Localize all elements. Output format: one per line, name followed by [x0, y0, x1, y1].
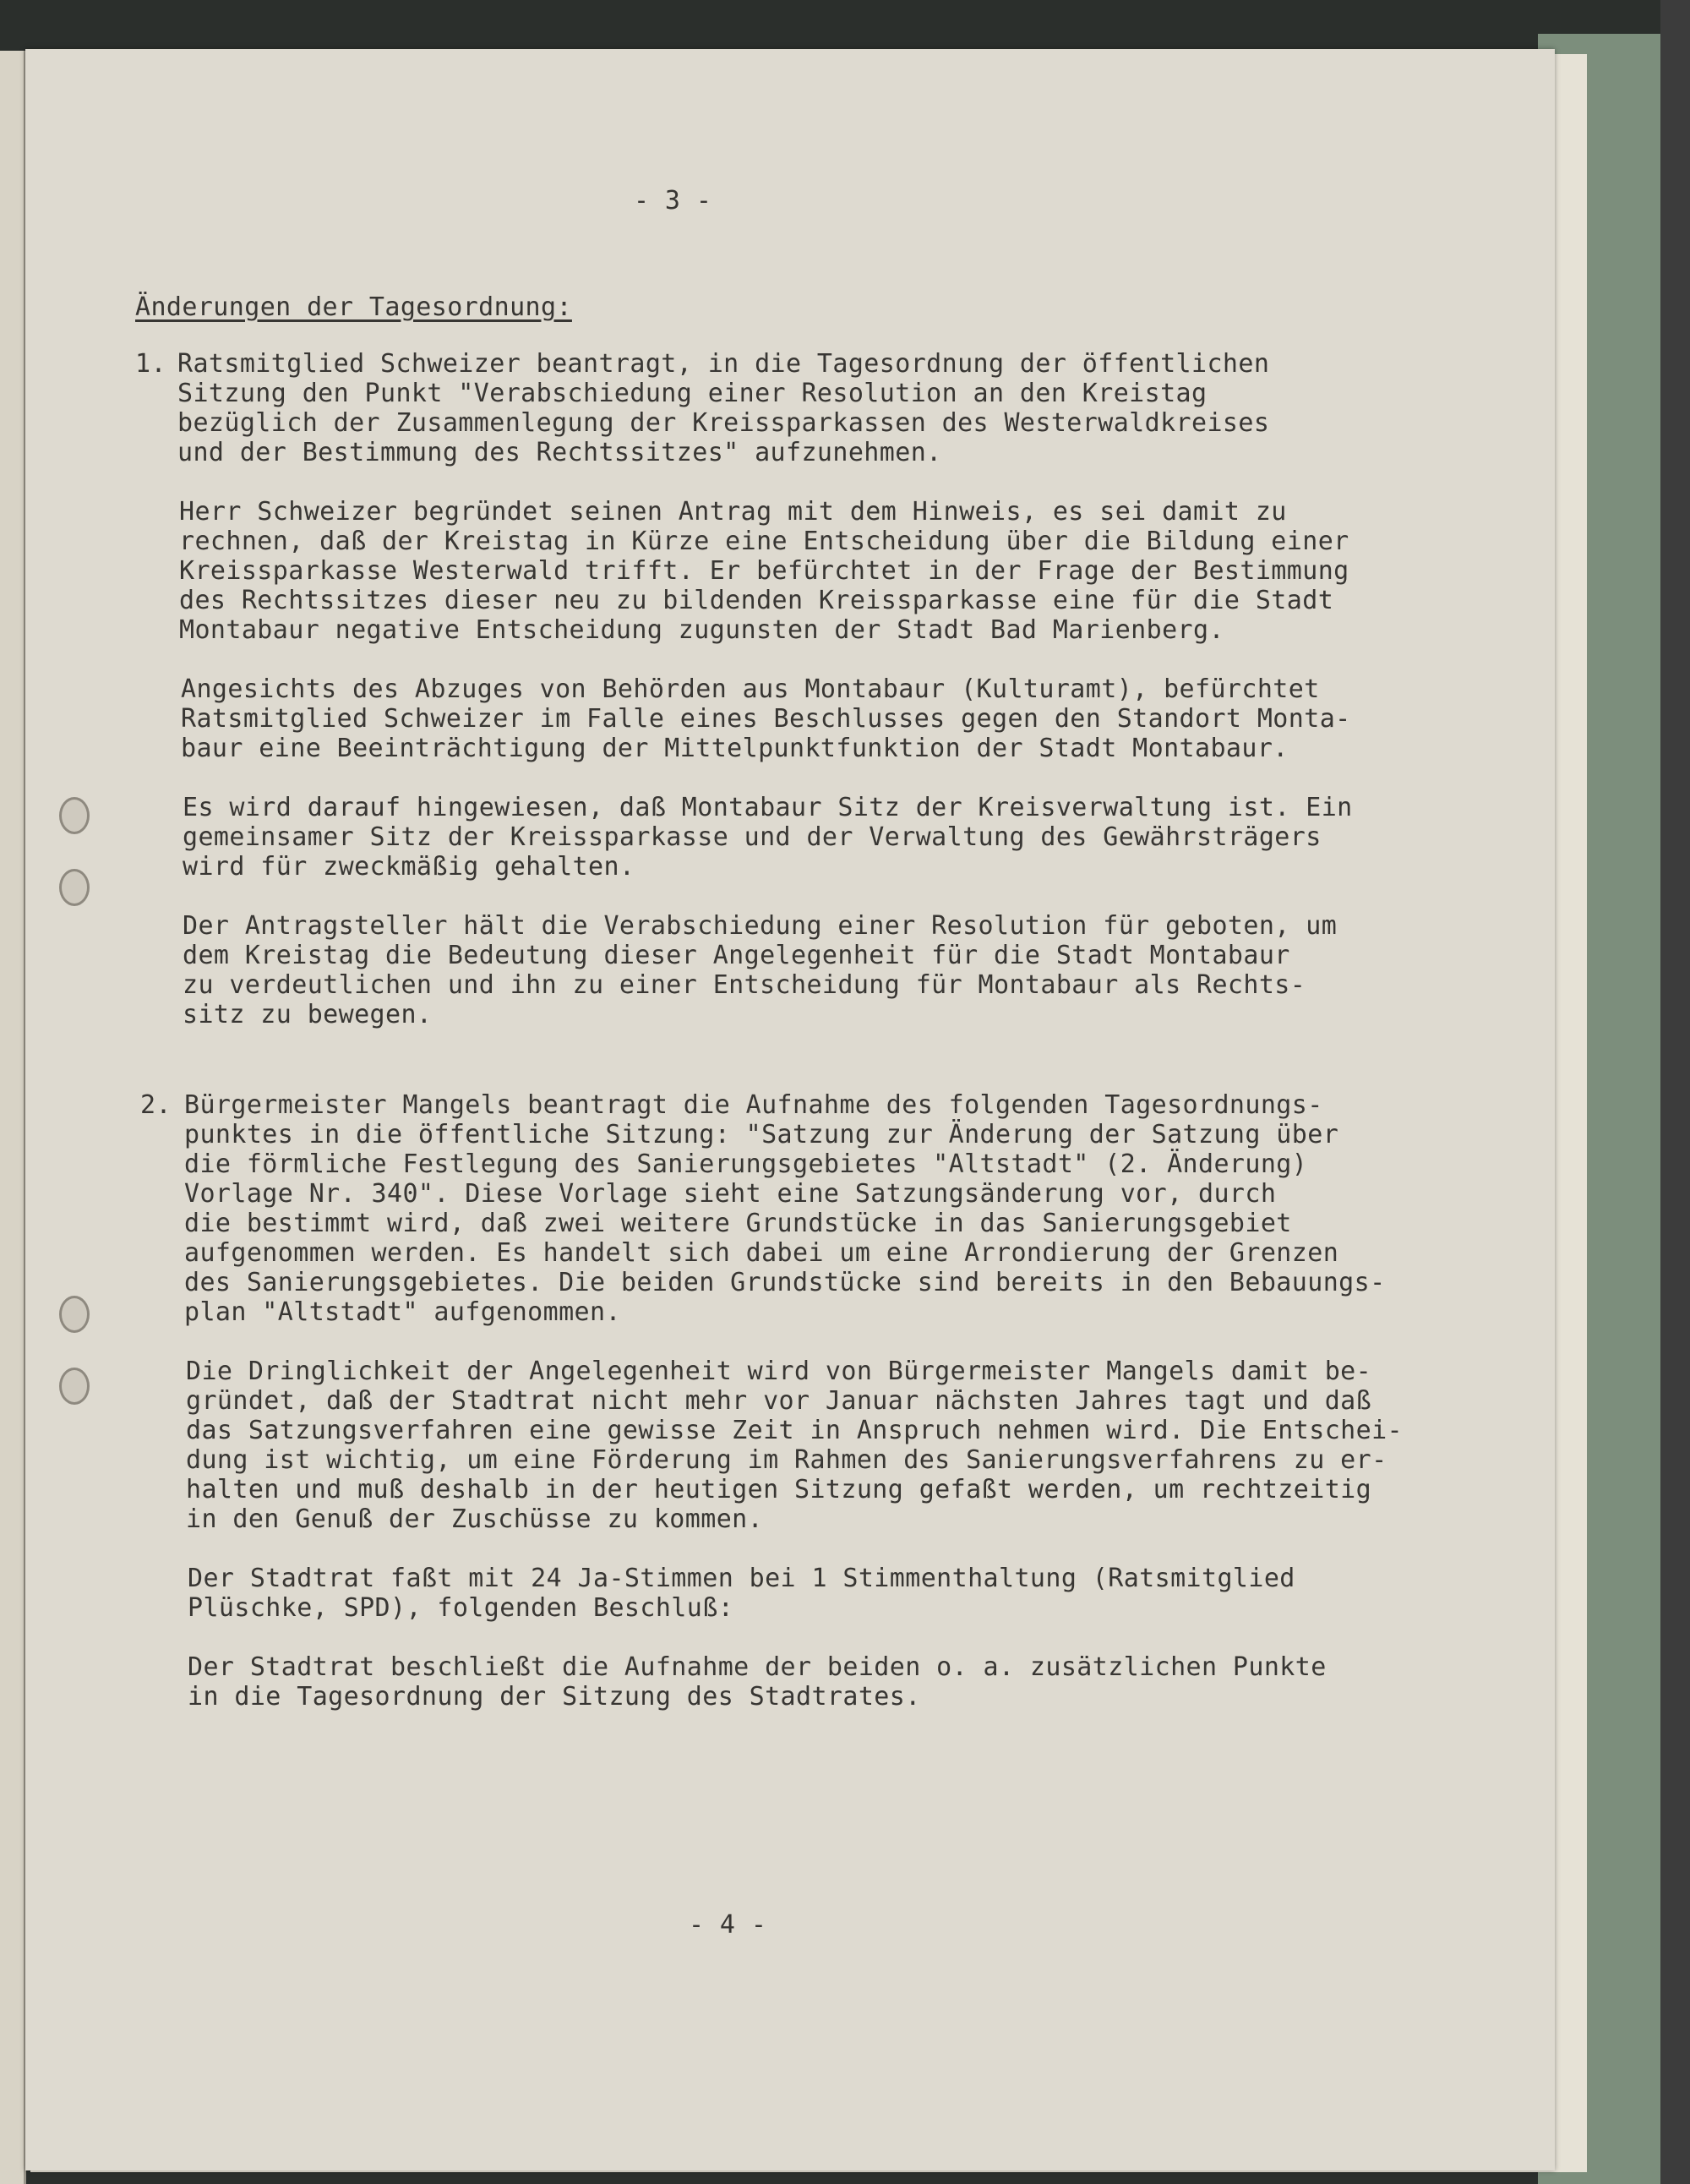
binder-spine-edge: [1660, 0, 1690, 2184]
punch-hole: [59, 797, 90, 834]
text-line: punktes in die öffentliche Sitzung: "Satzung zur Änderung der Satzung über: [184, 1120, 1339, 1149]
text-line: in die Tagesordnung der Sitzung des Stadtrates.: [188, 1682, 921, 1712]
text-line: Ratsmitglied Schweizer beantragt, in die Tagesordnung der öffentlichen: [177, 349, 1270, 379]
text-line: Herr Schweizer begründet seinen Antrag mit dem Hinweis, es sei damit zu: [179, 497, 1287, 527]
item-number: 1.: [135, 349, 166, 379]
text-line: dung ist wichtig, um eine Förderung im Rahmen des Sanierungsverfahrens zu er-: [186, 1445, 1387, 1475]
text-line: baur eine Beeinträchtigung der Mittelpunktfunktion der Stadt Montabaur.: [181, 734, 1289, 763]
text-line: Sitzung den Punkt "Verabschiedung einer Resolution an den Kreistag: [177, 379, 1208, 408]
punch-hole: [59, 869, 90, 906]
punch-hole: [59, 1296, 90, 1333]
text-line: des Sanierungsgebietes. Die beiden Grundstücke sind bereits in den Bebauungs-: [184, 1268, 1386, 1297]
text-line: des Rechtssitzes dieser neu zu bildenden Kreissparkasse eine für die Stadt: [179, 586, 1334, 615]
text-line: aufgenommen werden. Es handelt sich dabei um eine Arrondierung der Grenzen: [184, 1238, 1339, 1268]
text-line: halten und muß deshalb in der heutigen Sitzung gefaßt werden, um rechtzeitig: [186, 1475, 1372, 1504]
item-number: 2.: [140, 1090, 172, 1120]
previous-page-edge: [0, 51, 26, 2184]
text-line: Ratsmitglied Schweizer im Falle eines Beschlusses gegen den Standort Monta-: [181, 704, 1351, 734]
text-line: die bestimmt wird, daß zwei weitere Grundstücke in das Sanierungsgebiet: [184, 1209, 1292, 1238]
text-line: Der Stadtrat beschließt die Aufnahme der beiden o. a. zusätzlichen Punkte: [188, 1652, 1327, 1682]
text-line: Der Stadtrat faßt mit 24 Ja-Stimmen bei 1 Stimmenthaltung (Ratsmitglied: [188, 1564, 1295, 1593]
text-line: wird für zweckmäßig gehalten.: [183, 852, 635, 882]
text-line: plan "Altstadt" aufgenommen.: [184, 1297, 621, 1327]
text-line: Vorlage Nr. 340". Diese Vorlage sieht eine Satzungsänderung vor, durch: [184, 1179, 1277, 1209]
text-line: die förmliche Festlegung des Sanierungsgebietes "Altstadt" (2. Änderung): [184, 1149, 1308, 1179]
text-line: sitz zu bewegen.: [183, 1000, 433, 1029]
text-line: Kreissparkasse Westerwald trifft. Er befürchtet in der Frage der Bestimmung: [179, 556, 1349, 586]
text-line: gründet, daß der Stadtrat nicht mehr vor Januar nächsten Jahres tagt und daß: [186, 1386, 1372, 1416]
text-line: dem Kreistag die Bedeutung dieser Angelegenheit für die Stadt Montabaur: [183, 941, 1290, 970]
text-line: rechnen, daß der Kreistag in Kürze eine Entscheidung über die Bildung einer: [179, 527, 1349, 556]
text-line: zu verdeutlichen und ihn zu einer Entscheidung für Montabaur als Rechts-: [183, 970, 1306, 1000]
text-line: Montabaur negative Entscheidung zugunsten der Stadt Bad Marienberg.: [179, 615, 1224, 645]
text-line: gemeinsamer Sitz der Kreissparkasse und der Verwaltung des Gewährsträgers: [183, 822, 1322, 852]
text-line: und der Bestimmung des Rechtssitzes" aufzunehmen.: [177, 438, 942, 467]
document-page: [25, 49, 1555, 2170]
text-line: Der Antragsteller hält die Verabschiedung einer Resolution für geboten, um: [183, 911, 1338, 941]
text-line: in den Genuß der Zuschüsse zu kommen.: [186, 1504, 764, 1534]
text-line: Bürgermeister Mangels beantragt die Aufnahme des folgenden Tagesordnungs-: [184, 1090, 1323, 1120]
section-heading: Änderungen der Tagesordnung:: [135, 292, 572, 322]
text-line: bezüglich der Zusammenlegung der Kreissparkassen des Westerwaldkreises: [177, 408, 1270, 438]
page-footer: - 4 -: [689, 1910, 767, 1940]
text-line: das Satzungsverfahren eine gewisse Zeit in Anspruch nehmen wird. Die Entschei-: [186, 1416, 1403, 1445]
text-line: Plüschke, SPD), folgenden Beschluß:: [188, 1593, 734, 1623]
text-line: Angesichts des Abzuges von Behörden aus Montabaur (Kulturamt), befürchtet: [181, 674, 1320, 704]
punch-hole: [59, 1368, 90, 1405]
page-header: - 3 -: [634, 186, 712, 216]
text-line: Es wird darauf hingewiesen, daß Montabaur Sitz der Kreisverwaltung ist. Ein: [183, 793, 1353, 822]
text-line: Die Dringlichkeit der Angelegenheit wird von Bürgermeister Mangels damit be-: [186, 1357, 1372, 1386]
